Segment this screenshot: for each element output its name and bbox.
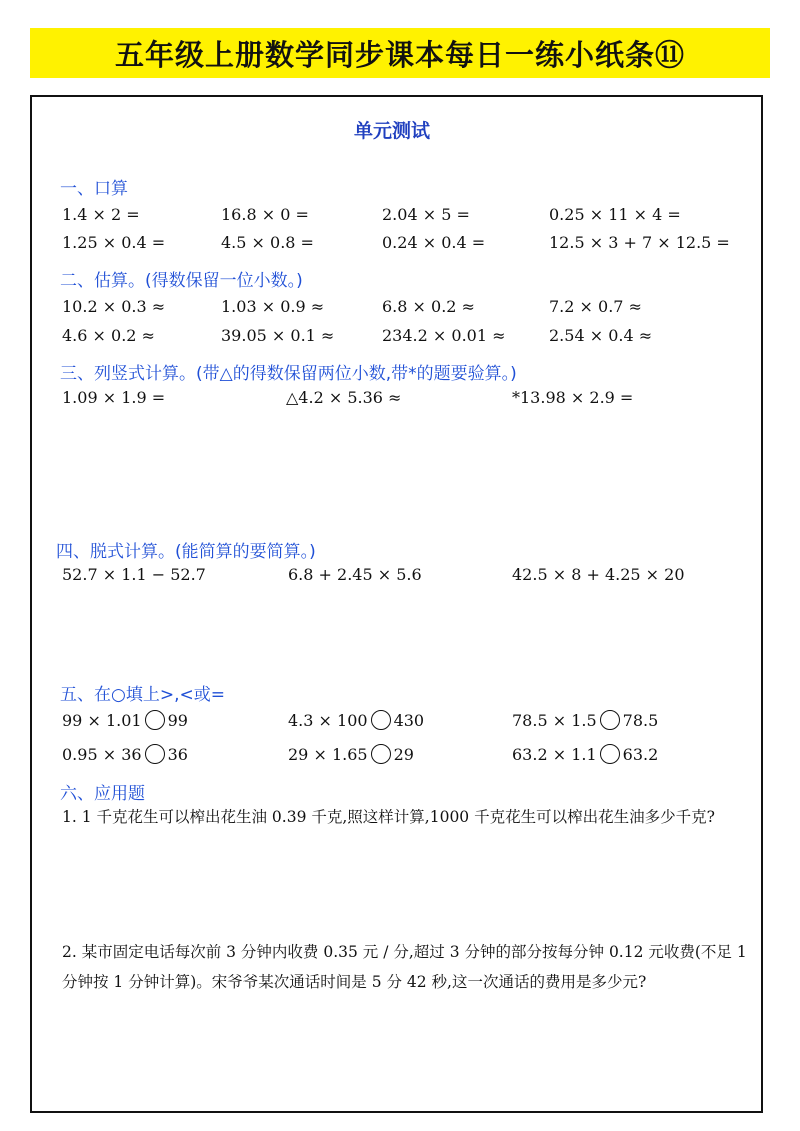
compare-right: 63.2	[622, 744, 659, 764]
section-heading-stepwise: 四、脱式计算。(能简算的要简算。)	[56, 542, 316, 562]
compare-item	[288, 710, 424, 730]
section-heading-oral: 一、口算	[60, 179, 128, 199]
expression: 16.8 × 0 =	[221, 205, 309, 224]
compare-item	[62, 744, 188, 764]
compare-left: 0.95 × 36	[62, 744, 142, 764]
answer-circle[interactable]	[600, 710, 620, 730]
answer-circle[interactable]	[145, 744, 165, 764]
compare-item	[62, 710, 188, 730]
expression: 6.8 + 2.45 × 5.6	[288, 565, 422, 584]
expression: 52.7 × 1.1 − 52.7	[62, 565, 206, 584]
compare-right: 430	[393, 710, 425, 730]
compare-left: 4.3 × 100	[288, 710, 368, 730]
expression: 0.24 × 0.4 =	[382, 233, 486, 252]
page-title: 五年级上册数学同步课本每日一练小纸条⑪	[114, 37, 685, 72]
expression: 10.2 × 0.3 ≈	[62, 297, 166, 316]
compare-right: 78.5	[622, 710, 659, 730]
expression: 1.25 × 0.4 =	[62, 233, 166, 252]
expression: 12.5 × 3 + 7 × 12.5 =	[549, 233, 730, 252]
answer-circle[interactable]	[145, 710, 165, 730]
expression: 39.05 × 0.1 ≈	[221, 326, 335, 345]
expression: 7.2 × 0.7 ≈	[549, 297, 642, 316]
answer-circle[interactable]	[371, 710, 391, 730]
compare-item	[512, 710, 658, 730]
expression: 2.04 × 5 =	[382, 205, 470, 224]
expression: 1.03 × 0.9 ≈	[221, 297, 325, 316]
section-heading-vertical: 三、列竖式计算。(带△的得数保留两位小数,带*的题要验算。)	[60, 364, 517, 384]
expression: *13.98 × 2.9 =	[512, 388, 634, 407]
expression: 1.09 × 1.9 =	[62, 388, 166, 407]
expression: 1.4 × 2 =	[62, 205, 140, 224]
expression: 234.2 × 0.01 ≈	[382, 326, 506, 345]
expression: 2.54 × 0.4 ≈	[549, 326, 653, 345]
compare-left: 29 × 1.65	[288, 744, 368, 764]
expression: △4.2 × 5.36 ≈	[286, 388, 402, 407]
expression: 4.6 × 0.2 ≈	[62, 326, 155, 345]
section-heading-compare: 五、在○填上>,<或=	[60, 685, 225, 705]
compare-left: 99 × 1.01	[62, 710, 142, 730]
answer-circle[interactable]	[371, 744, 391, 764]
compare-item	[512, 744, 658, 764]
word-problem-1: 1. 1 千克花生可以榨出花生油 0.39 千克,照这样计算,1000 千克花生可以榨出花生油多少千克?	[62, 808, 715, 826]
section-heading-word-problems: 六、应用题	[60, 784, 145, 804]
expression: 6.8 × 0.2 ≈	[382, 297, 475, 316]
title-banner	[30, 28, 770, 78]
compare-right: 36	[167, 744, 188, 764]
section-heading-estimate: 二、估算。(得数保留一位小数。)	[60, 271, 303, 291]
answer-circle[interactable]	[600, 744, 620, 764]
expression: 4.5 × 0.8 =	[221, 233, 314, 252]
word-problem-2: 2. 某市固定电话每次前 3 分钟内收费 0.35 元 / 分,超过 3 分钟的部分按每分钟 0.12 元收费(不足 1 分钟按 1 分钟计算)。宋爷爷某次通话时间是 5 分 42 秒,这一次通话的费用是多少元?	[62, 943, 747, 991]
compare-left: 78.5 × 1.5	[512, 710, 597, 730]
compare-right: 99	[167, 710, 188, 730]
compare-item	[288, 744, 414, 764]
compare-right: 29	[393, 744, 414, 764]
unit-title: 单元测试	[353, 120, 430, 142]
compare-left: 63.2 × 1.1	[512, 744, 597, 764]
expression: 0.25 × 11 × 4 =	[549, 205, 681, 224]
expression: 42.5 × 8 + 4.25 × 20	[512, 565, 685, 584]
